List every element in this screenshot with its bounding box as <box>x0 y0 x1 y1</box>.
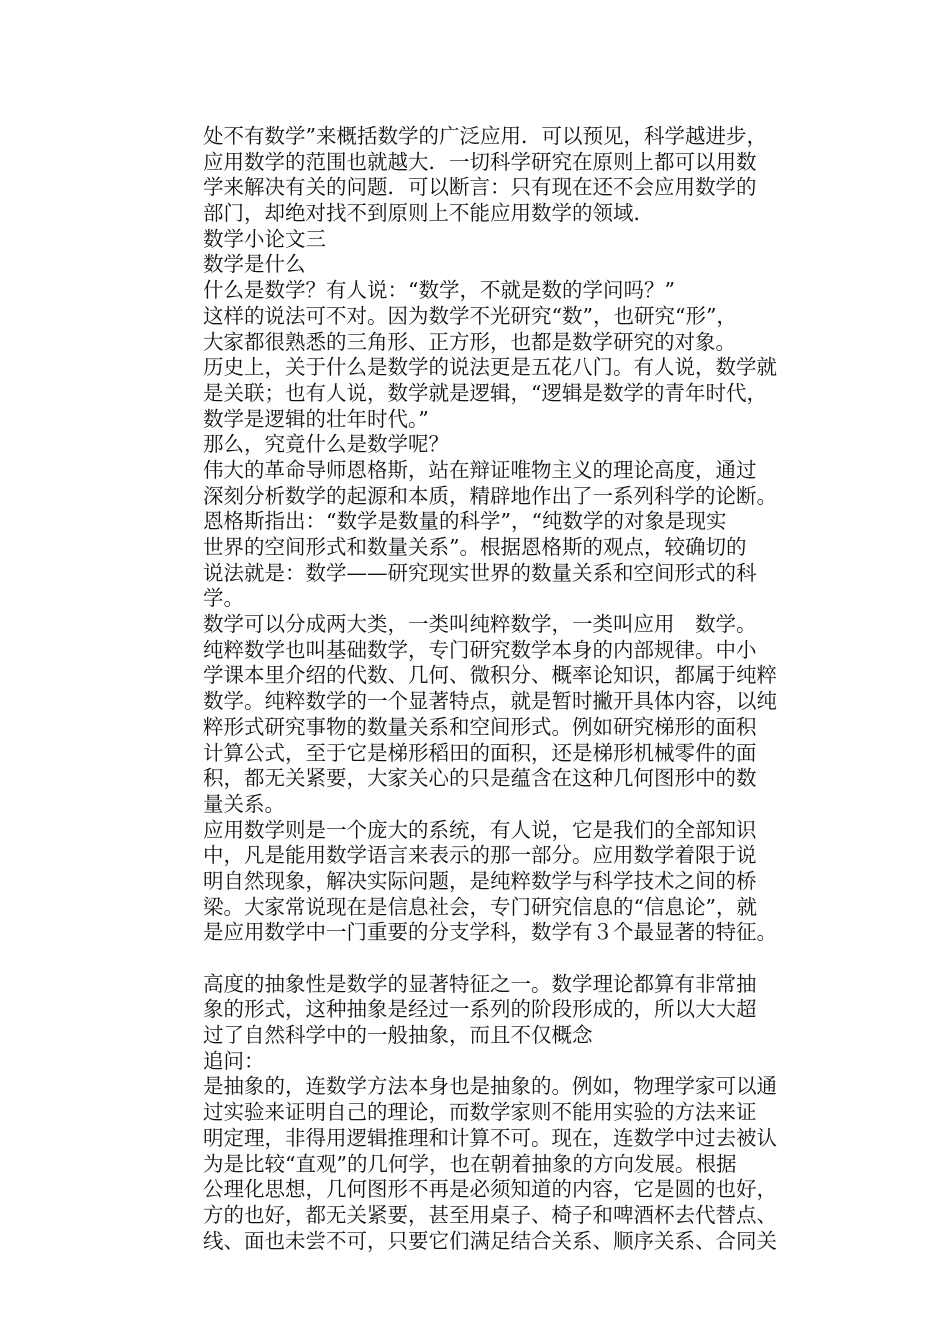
text-line: 线、面也未尝不可，只要它们满足结合关系、顺序关系、合同关 <box>203 1228 777 1253</box>
text-line: 学课本里介绍的代数、几何、微积分、概率论知识，都属于纯粹 <box>203 663 777 688</box>
text-line: 应用数学则是一个庞大的系统，有人说，它是我们的全部知识 <box>203 817 757 842</box>
body-text <box>203 124 828 1254</box>
text-line: 过了自然科学中的一般抽象，而且不仅概念 <box>203 1023 593 1048</box>
text-line: 方的也好，都无关紧要，甚至用桌子、椅子和啤酒杯去代替点、 <box>203 1202 777 1227</box>
text-line: 为是比较“直观”的几何学，也在朝着抽象的方向发展。根据 <box>203 1151 737 1176</box>
text-line: 伟大的革命导师恩格斯，站在辩证唯物主义的理论高度，通过 <box>203 457 757 482</box>
text-line: 梁。大家常说现在是信息社会，专门研究信息的“信息论”，就 <box>203 894 757 919</box>
text-line: 高度的抽象性是数学的显著特征之一。数学理论都算有非常抽 <box>203 971 757 996</box>
text-line: 计算公式，至于它是梯形稻田的面积，还是梯形机械零件的面 <box>203 740 757 765</box>
text-line: 中，凡是能用数学语言来表示的那一部分。应用数学着限于说 <box>203 843 757 868</box>
text-line: 纯粹数学也叫基础数学，专门研究数学本身的内部规律。中小 <box>203 637 757 662</box>
text-line: 明自然现象，解决实际问题，是纯粹数学与科学技术之间的桥 <box>203 868 757 893</box>
text-line: 过实验来证明自己的理论，而数学家则不能用实验的方法来证 <box>203 1100 757 1125</box>
text-line: 大家都很熟悉的三角形、正方形，也都是数学研究的对象。 <box>203 329 736 354</box>
text-line: 数学是什么 <box>203 252 306 277</box>
text-line: 数学可以分成两大类，一类叫纯粹数学，一类叫应用 数学。 <box>203 612 757 637</box>
text-line: 是应用数学中一门重要的分支学科，数学有３个最显著的特征。 <box>203 920 777 945</box>
text-line: 学。 <box>203 586 244 611</box>
text-line: 说法就是：数学——研究现实世界的数量关系和空间形式的科 <box>203 560 757 585</box>
text-line: 追问： <box>203 1048 265 1073</box>
text-line: 处不有数学”来概括数学的广泛应用．可以预见，科学越进步， <box>203 124 767 148</box>
text-line: 应用数学的范围也就越大．一切科学研究在原则上都可以用数 <box>203 149 757 174</box>
text-line: 历史上，关于什么是数学的说法更是五花八门。有人说，数学就 <box>203 355 777 380</box>
text-line: 量关系。 <box>203 791 285 816</box>
text-line: 粹形式研究事物的数量关系和空间形式。例如研究梯形的面积 <box>203 714 757 739</box>
text-line: 学来解决有关的问题．可以断言：只有现在还不会应用数学的 <box>203 175 757 200</box>
text-line: 什么是数学？有人说：“数学，不就是数的学问吗？” <box>203 278 675 303</box>
text-line: 公理化思想，几何图形不再是必须知道的内容，它是圆的也好， <box>203 1177 777 1202</box>
text-line: 是抽象的，连数学方法本身也是抽象的。例如，物理学家可以通 <box>203 1074 777 1099</box>
text-line: 世界的空间形式和数量关系”。根据恩格斯的观点，较确切的 <box>203 535 747 559</box>
text-line: 数学小论文三 <box>203 226 326 251</box>
text-line: 是关联；也有人说，数学就是逻辑，“逻辑是数学的青年时代， <box>203 380 767 405</box>
text-line: 积，都无关紧要，大家关心的只是蕴含在这种几何图形中的数 <box>203 766 757 791</box>
text-line: 深刻分析数学的起源和本质，精辟地作出了一系列科学的论断。 <box>203 483 777 508</box>
blank-line <box>203 946 828 972</box>
text-line: 那么，究竟什么是数学呢？ <box>203 432 449 457</box>
text-line: 部门，却绝对找不到原则上不能应用数学的领域． <box>203 201 654 226</box>
text-line: 明定理，非得用逻辑推理和计算不可。现在，连数学中过去被认 <box>203 1125 777 1150</box>
text-line: 这样的说法可不对。因为数学不光研究“数”，也研究“形”， <box>203 303 737 328</box>
text-line: 象的形式，这种抽象是经过一系列的阶段形成的，所以大大超 <box>203 997 757 1022</box>
text-line: 恩格斯指出：“数学是数量的科学”，“纯数学的对象是现实 <box>203 509 727 534</box>
text-line: 数学。纯粹数学的一个显著特点，就是暂时撇开具体内容，以纯 <box>203 689 777 714</box>
text-line: 数学是逻辑的壮年时代。” <box>203 406 429 431</box>
